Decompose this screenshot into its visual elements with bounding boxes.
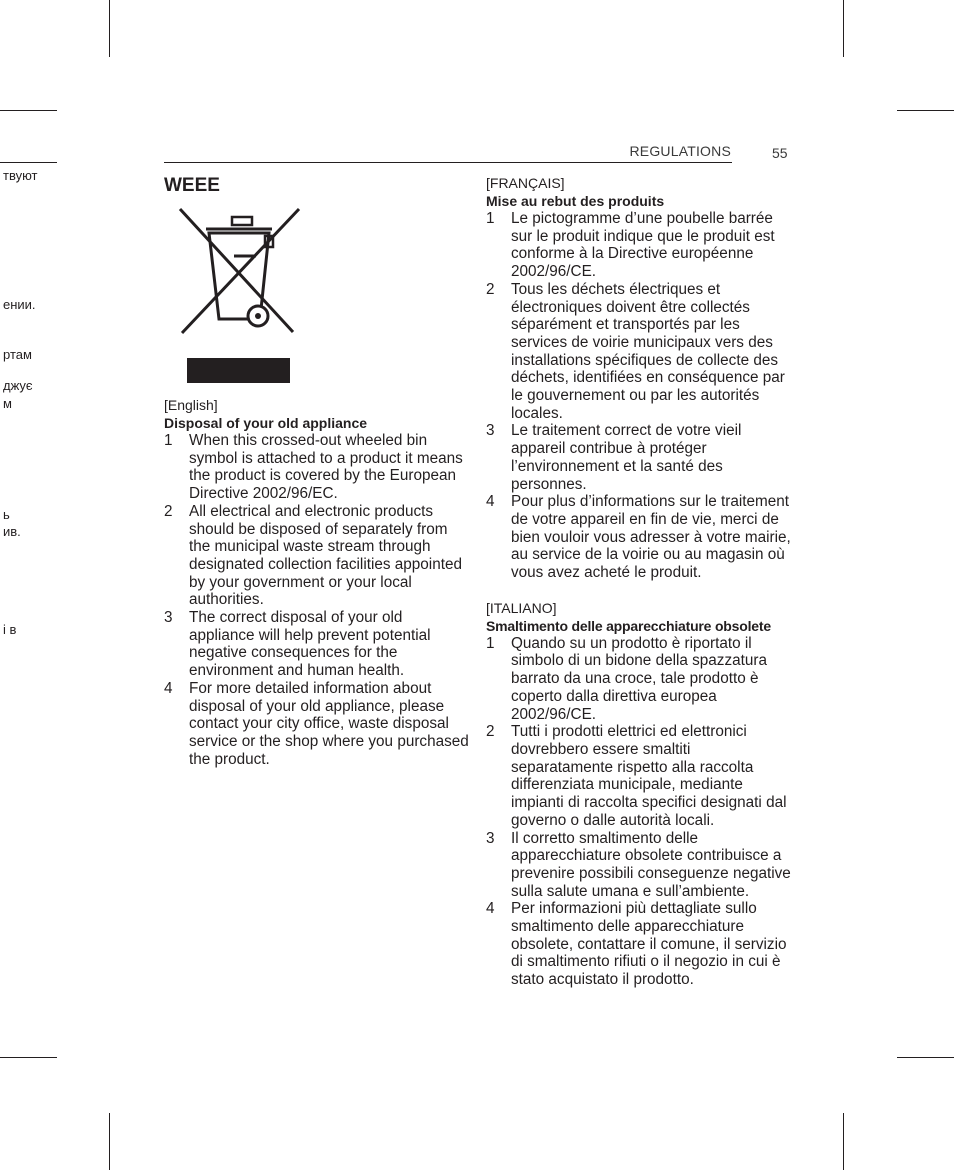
item-text: Le pictogramme d’une poubelle barrée sur le produit indique que le produit est conforme à la Directive européenne 2002/96/CE.	[511, 210, 775, 281]
item-number: 3	[486, 422, 495, 440]
adjacent-page-fragment: ив.	[3, 524, 21, 539]
adjacent-page-fragment: джує	[3, 378, 33, 393]
item-text: Per informazioni più dettagliate sullo smaltimento delle apparecchiature obsolete, contattare il comune, il servizio di smaltimento rifiuti o il negozio in cui è stato acquistato il prodotto.	[511, 900, 787, 989]
item-number: 4	[486, 493, 495, 511]
item-text: The correct disposal of your old appliance will help prevent potential negative consequences for the environment and human health.	[189, 609, 431, 680]
instruction-list	[164, 432, 469, 768]
adjacent-page-rule	[0, 162, 57, 163]
italian-section	[486, 599, 793, 989]
language-label: [ITALIANO]	[486, 599, 557, 616]
item-number: 2	[486, 280, 495, 298]
english-section	[164, 396, 469, 768]
item-text: Tous les déchets électriques et électroniques doivent être collectés séparément et transportés par les services de voirie municipaux vers des installations spécifiques de collecte des déchets, identifiées en conséquence par le gouvernement ou par les autorités locales.	[511, 280, 785, 422]
list-item	[486, 422, 793, 493]
item-text: Quando su un prodotto è riportato il simbolo di un bidone della spazzatura barrato da una croce, tale prodotto è coperto dalla direttiva europea 2002/96/CE.	[511, 634, 767, 723]
crop-mark-top-left-v	[109, 0, 110, 57]
section-heading: Smaltimento delle apparecchiature obsolete	[486, 617, 771, 634]
crop-mark-bottom-right-h	[897, 1057, 954, 1058]
item-text: Le traitement correct de votre vieil appareil contribue à protéger l’environnement et la santé des personnes.	[511, 422, 742, 493]
list-item	[164, 680, 469, 769]
section-title: WEEE	[164, 175, 220, 196]
header-rule	[164, 162, 732, 163]
item-text: All electrical and electronic products should be disposed of separately from the municipal waste stream through designated collection facilities appointed by your government or your local authorities.	[189, 502, 462, 609]
crossed-out-wheeled-bin-icon	[176, 206, 304, 386]
section-spacer	[486, 582, 793, 599]
item-number: 3	[164, 609, 173, 627]
list-item	[486, 281, 793, 423]
instruction-list	[486, 210, 793, 582]
running-header-section: REGULATIONS	[629, 143, 731, 159]
adjacent-page-fragment: твуют	[3, 168, 38, 183]
crop-mark-top-right-v	[843, 0, 844, 57]
list-item	[486, 900, 793, 989]
list-item	[486, 830, 793, 901]
adjacent-page-fragment: ении.	[3, 297, 36, 312]
item-number: 2	[486, 723, 495, 741]
item-text: Pour plus d’informations sur le traitement de votre appareil en fin de vie, merci de bien vouloir vous adresser à votre mairie, au service de la voirie ou au magasin où vous avez acheté le produit.	[511, 493, 791, 582]
crop-mark-top-left-h	[0, 110, 57, 111]
crop-mark-top-right-h	[897, 110, 954, 111]
item-number: 1	[486, 634, 495, 652]
item-text: For more detailed information about disposal of your old appliance, please contact your city office, waste disposal service or the shop where you purchased the product.	[189, 679, 469, 768]
language-label: [English]	[164, 397, 218, 413]
page-number: 55	[772, 145, 788, 161]
list-item	[164, 609, 469, 680]
item-number: 1	[164, 432, 173, 449]
list-item	[486, 723, 793, 829]
instruction-list	[486, 635, 793, 989]
item-number: 4	[164, 679, 173, 697]
section-heading: Disposal of your old appliance	[164, 415, 368, 431]
list-item	[486, 210, 793, 281]
list-item	[486, 635, 793, 724]
item-number: 4	[486, 900, 495, 918]
adjacent-page-fragment: ь	[3, 507, 10, 522]
adjacent-page-fragment: ртам	[3, 347, 32, 362]
section-heading: Mise au rebut des produits	[486, 193, 665, 209]
item-number: 3	[486, 829, 495, 847]
adjacent-page-fragment: м	[3, 396, 12, 411]
item-text: Tutti i prodotti elettrici ed elettronici dovrebbero essere smaltiti separatamente rispetto alla raccolta differenziata municipale, mediante impianti di raccolta specifici designati dal governo o dalle autorità locali.	[511, 723, 787, 829]
language-label: [FRANÇAIS]	[486, 175, 565, 191]
item-number: 1	[486, 210, 495, 227]
french-section	[486, 174, 793, 582]
crop-mark-bottom-left-h	[0, 1057, 57, 1058]
adjacent-page-fragment: і в	[3, 622, 17, 637]
item-text: When this crossed-out wheeled bin symbol is attached to a product it means the product is covered by the European Directive 2002/96/EC.	[189, 432, 463, 503]
list-item	[486, 493, 793, 582]
list-item	[164, 432, 469, 503]
crop-mark-bottom-left-v	[109, 1113, 110, 1170]
item-text: Il corretto smaltimento delle apparecchiature obsolete contribuisce a prevenire possibili conseguenze negative sulla salute umana e sull’ambiente.	[511, 829, 791, 900]
crop-mark-bottom-right-v	[843, 1113, 844, 1170]
right-column	[486, 174, 793, 989]
list-item	[164, 503, 469, 609]
item-number: 2	[164, 502, 173, 520]
